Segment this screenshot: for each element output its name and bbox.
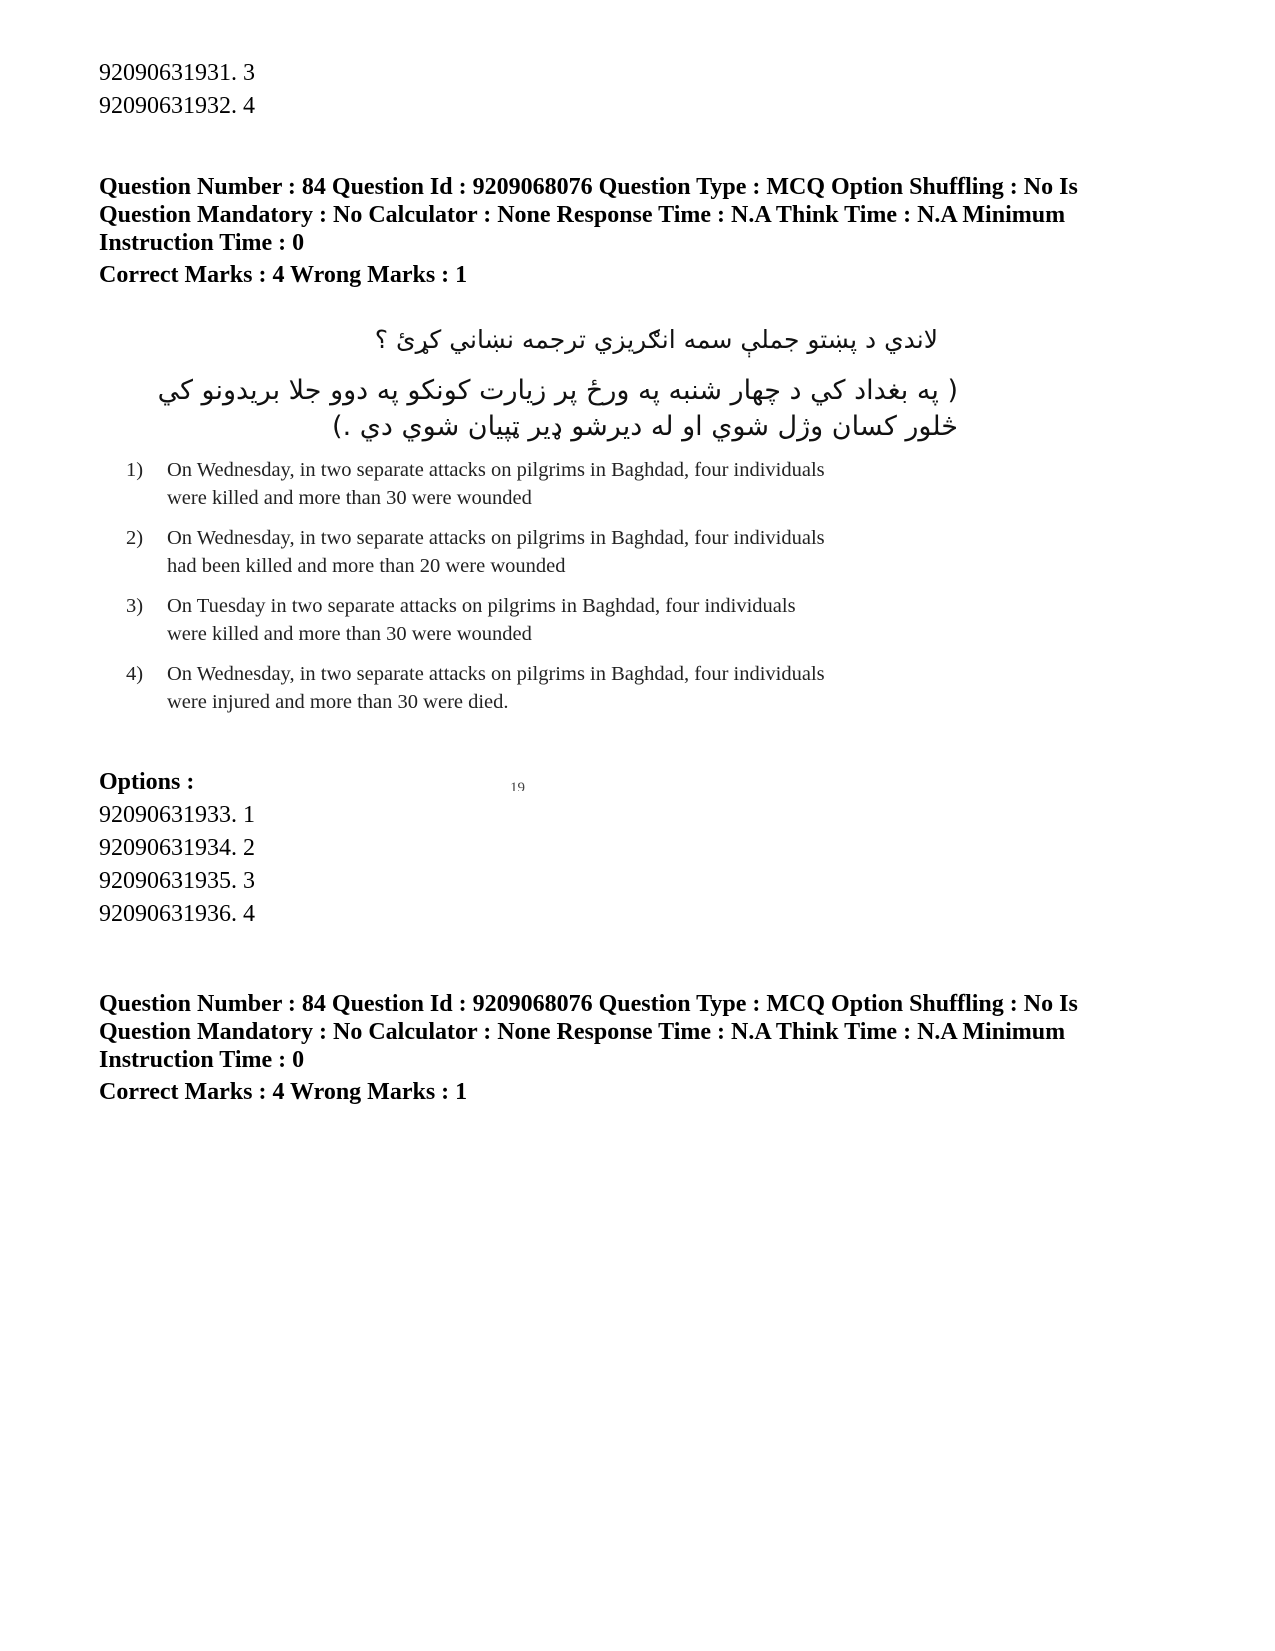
pashto-sentence-line-2: څلور کسان وژل شوي او له ديرشو ډير ټپيان شوي دي .) <box>332 411 958 442</box>
question-image <box>118 313 978 795</box>
pashto-sentence-line-1: ( په بغداد کي د چهار شنبه په ورځ پر زيارت کونکو په دوو جلا بريدونو کي <box>157 375 958 406</box>
answer-option-number: 3) <box>126 595 144 617</box>
answer-option-text: On Tuesday in two separate attacks on pilgrims in Baghdad, four individuals <box>167 595 796 617</box>
option-item: 92090631935. 3 <box>99 868 255 894</box>
question-marks: Correct Marks : 4 Wrong Marks : 1 <box>99 1079 468 1105</box>
answer-option-text: were killed and more than 30 were wounded <box>167 623 532 645</box>
answer-option-text: were injured and more than 30 were died. <box>167 691 509 713</box>
question-marks: Correct Marks : 4 Wrong Marks : 1 <box>99 262 468 288</box>
question-meta-line: Instruction Time : 0 <box>99 1047 305 1073</box>
options-label: Options : <box>99 769 195 795</box>
answer-option-number: 1) <box>126 459 144 481</box>
previous-option-4: 92090631932. 4 <box>99 93 255 119</box>
question-meta <box>99 173 1189 257</box>
previous-option-3: 92090631931. 3 <box>99 60 255 86</box>
question-meta-line: Question Number : 84 Question Id : 9209068076 Question Type : MCQ Option Shuffling : No Is <box>99 991 1078 1017</box>
answer-option-text: were killed and more than 30 were wounded <box>167 487 532 509</box>
answer-option-number: 4) <box>126 663 144 685</box>
answer-option-text: On Wednesday, in two separate attacks on pilgrims in Baghdad, four individuals <box>167 459 825 481</box>
question-meta-line: Question Number : 84 Question Id : 9209068076 Question Type : MCQ Option Shuffling : No Is <box>99 174 1078 200</box>
option-item: 92090631934. 2 <box>99 835 255 861</box>
question-meta-line: Instruction Time : 0 <box>99 230 305 256</box>
page-number: 19 <box>510 781 525 791</box>
question-meta-line: Question Mandatory : No Calculator : None Response Time : N.A Think Time : N.A Minimum <box>99 202 1066 228</box>
answer-option-text: had been killed and more than 20 were wounded <box>167 555 566 577</box>
answer-option-text: On Wednesday, in two separate attacks on pilgrims in Baghdad, four individuals <box>167 527 825 549</box>
answer-option-text: On Wednesday, in two separate attacks on pilgrims in Baghdad, four individuals <box>167 663 825 685</box>
pashto-prompt: لاندي د پښتو جملې سمه انګريزي ترجمه نښاني کړئ ؟ <box>374 325 938 354</box>
option-item: 92090631936. 4 <box>99 901 255 927</box>
answer-option-number: 2) <box>126 527 144 549</box>
question-meta <box>99 990 1189 1074</box>
question-meta-line: Question Mandatory : No Calculator : None Response Time : N.A Think Time : N.A Minimum <box>99 1019 1066 1045</box>
option-item: 92090631933. 1 <box>99 802 255 828</box>
